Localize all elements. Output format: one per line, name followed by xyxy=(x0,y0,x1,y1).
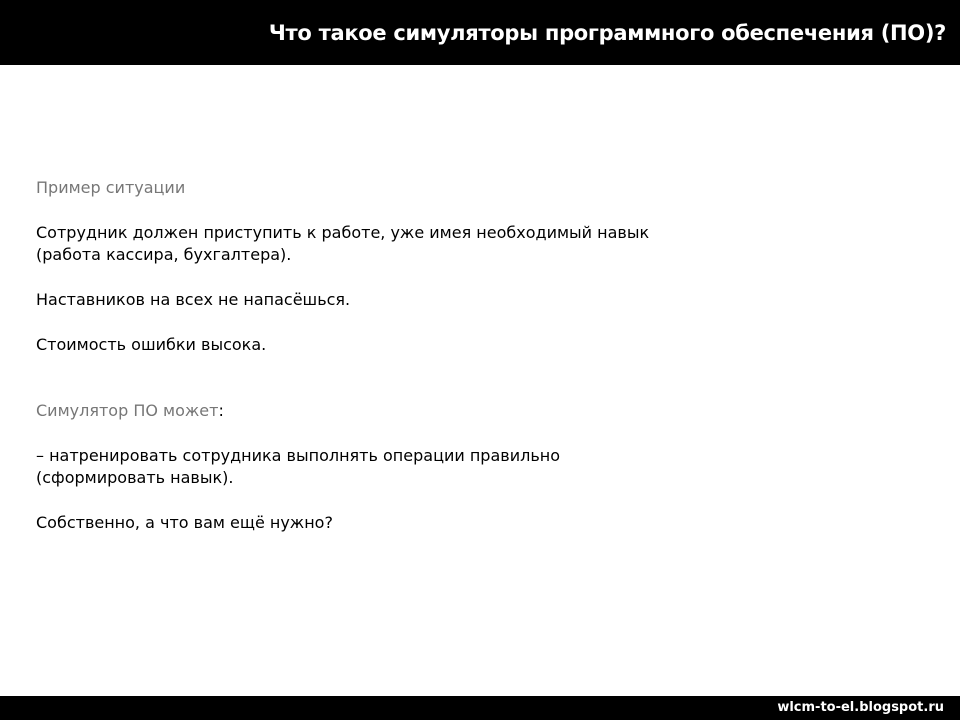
simulator-label-text: Симулятор ПО может xyxy=(36,401,219,420)
header-bar xyxy=(0,0,960,65)
section-label-simulator xyxy=(36,400,736,422)
simulator-text-line-2: (сформировать навык). xyxy=(36,468,234,487)
simulator-label-colon: : xyxy=(218,401,224,420)
simulator-text-line-1: – натренировать сотрудника выполнять операции правильно xyxy=(36,446,560,465)
page-title: Что такое симуляторы программного обеспечения (ПО)? xyxy=(268,21,946,45)
section-label-situation: Пример ситуации xyxy=(36,178,186,197)
situation-mentors-text: Наставников на всех не напасёшься. xyxy=(36,290,351,309)
closing-question-text: Собственно, а что вам ещё нужно? xyxy=(36,513,333,532)
situation-text-line-2: (работа кассира, бухгалтера). xyxy=(36,245,292,264)
situation-text-line-1: Сотрудник должен приступить к работе, уже имея необходимый навык xyxy=(36,223,650,242)
situation-cost-text: Стоимость ошибки высока. xyxy=(36,335,267,354)
footer-bar xyxy=(0,696,960,720)
slide-content xyxy=(36,177,736,534)
footer-site-link[interactable]: wlcm-to-el.blogspot.ru xyxy=(777,700,944,715)
